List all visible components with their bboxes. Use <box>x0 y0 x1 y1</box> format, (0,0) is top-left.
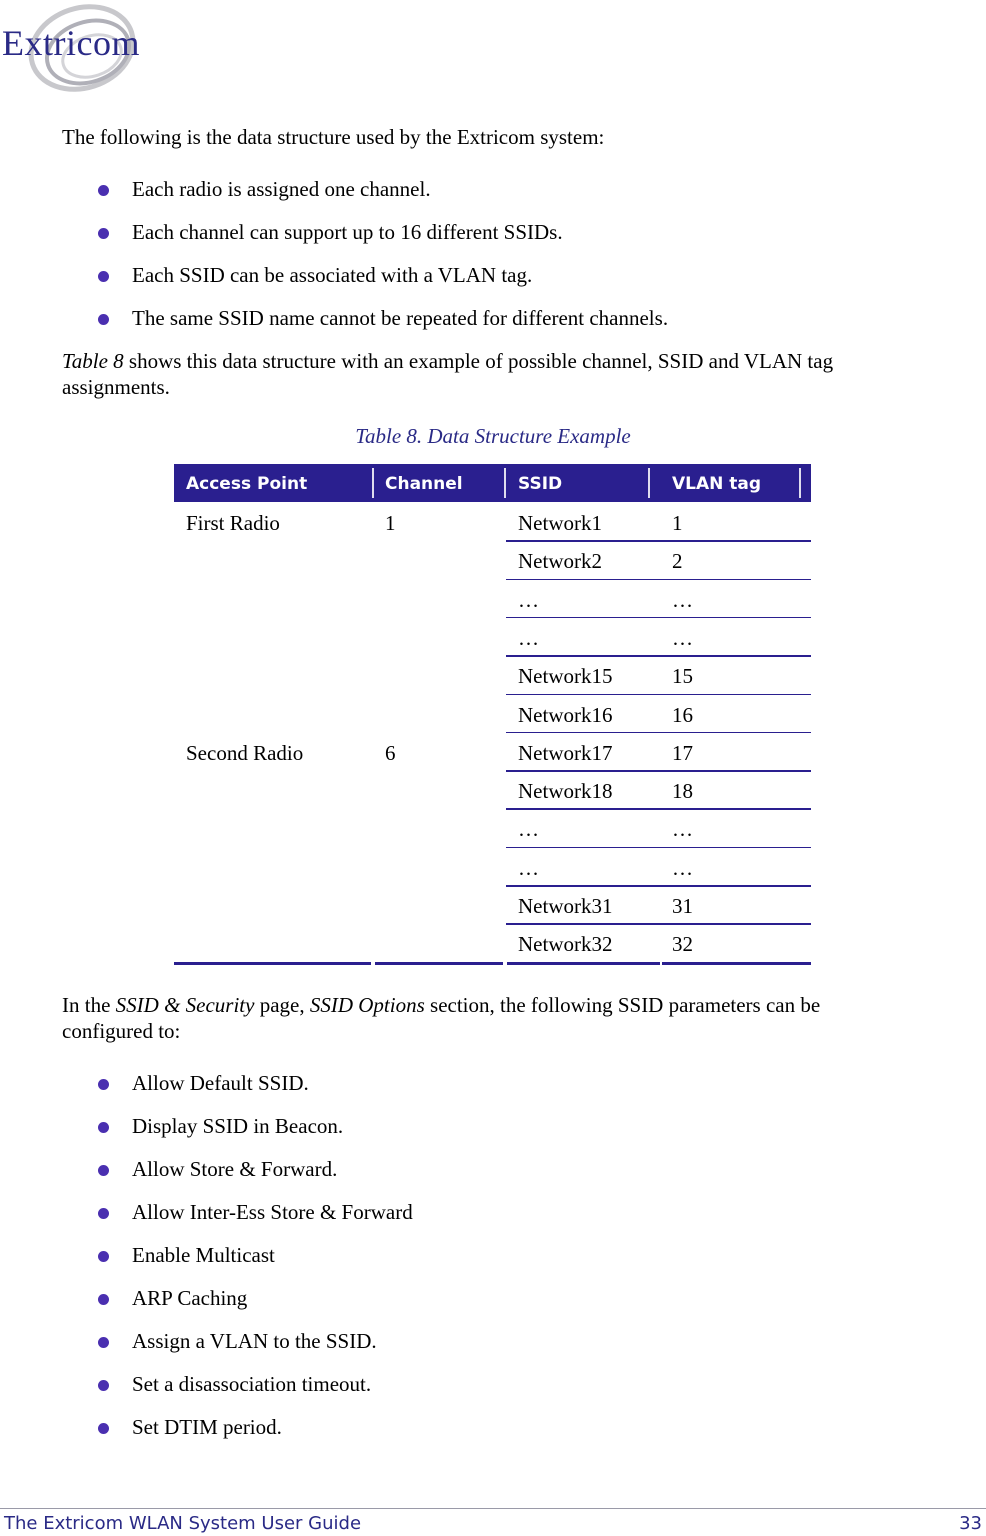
row-divider <box>506 847 811 849</box>
bullet-icon <box>98 1079 109 1090</box>
cell-vlan-tag: … <box>672 817 693 842</box>
bullet-icon <box>98 185 109 196</box>
header-access-point: Access Point <box>186 474 308 494</box>
list-item-text: Set DTIM period. <box>132 1415 282 1439</box>
list-item-text: Each channel can support up to 16 different SSIDs. <box>132 220 563 244</box>
list-item-text: Display SSID in Beacon. <box>132 1114 344 1138</box>
list-item-text: ARP Caching <box>132 1286 248 1310</box>
bullet-icon <box>98 1251 109 1262</box>
header-vlan-tag: VLAN tag <box>672 474 762 494</box>
list-item-text: Each radio is assigned one channel. <box>132 177 431 201</box>
cell-ssid: … <box>518 587 539 612</box>
footer-title: The Extricom WLAN System User Guide <box>4 1513 362 1534</box>
cell-vlan-tag: 15 <box>672 664 693 689</box>
cell-channel: 1 <box>385 511 396 535</box>
list-item-text: Allow Inter-Ess Store & Forward <box>132 1200 413 1224</box>
cell-ssid: Network2 <box>518 549 602 574</box>
header-divider <box>372 468 374 498</box>
cell-ssid: Network1 <box>518 511 602 535</box>
row-divider <box>506 770 811 772</box>
table-bottom-border <box>174 962 371 965</box>
ssid-para-text: page, <box>254 993 310 1017</box>
table-bottom-border <box>375 962 503 965</box>
list-item-text: Each SSID can be associated with a VLAN tag. <box>132 263 533 287</box>
list-item-text: Assign a VLAN to the SSID. <box>132 1329 377 1353</box>
table-ref-italic: Table 8 <box>62 349 124 373</box>
ssid-para-line2: configured to: <box>62 1019 181 1043</box>
table-ref-text-line2: assignments. <box>62 375 170 399</box>
table-ref-text: shows this data structure with an example of possible channel, SSID and VLAN tag <box>123 349 834 373</box>
row-divider <box>506 885 811 887</box>
ssid-para-text: In the <box>62 993 116 1017</box>
list-item-text: Allow Default SSID. <box>132 1071 309 1095</box>
bullet-icon <box>98 1337 109 1348</box>
header-divider <box>799 468 801 498</box>
cell-vlan-tag: … <box>672 587 693 612</box>
row-divider <box>506 617 811 619</box>
cell-ssid: Network17 <box>518 740 613 765</box>
cell-ssid: … <box>518 855 539 880</box>
cell-vlan-tag: 16 <box>672 702 693 727</box>
cell-ssid: … <box>518 817 539 842</box>
cell-access-point: First Radio <box>186 511 280 535</box>
header-channel: Channel <box>385 474 463 494</box>
page-number: 33 <box>959 1513 982 1534</box>
row-divider <box>506 732 811 734</box>
cell-vlan-tag: 1 <box>672 511 683 535</box>
cell-vlan-tag: 18 <box>672 779 693 804</box>
bullet-icon <box>98 1122 109 1133</box>
bullet-icon <box>98 1380 109 1391</box>
bullet-icon <box>98 271 109 282</box>
table-bottom-border <box>507 962 660 965</box>
bullet-icon <box>98 228 109 239</box>
list-item-text: Set a disassociation timeout. <box>132 1372 372 1396</box>
cell-ssid: Network32 <box>518 932 613 957</box>
row-divider <box>506 655 811 657</box>
row-divider <box>506 694 811 696</box>
cell-vlan-tag: … <box>672 625 693 650</box>
cell-ssid: Network31 <box>518 894 613 918</box>
cell-vlan-tag: 2 <box>672 549 683 574</box>
ssid-security-italic: SSID & Security <box>115 993 255 1017</box>
cell-vlan-tag: … <box>672 855 693 880</box>
bullet-icon <box>98 1208 109 1219</box>
ssid-para-text: section, the following SSID parameters can be <box>424 993 821 1017</box>
ssid-options-italic: SSID Options <box>309 993 425 1017</box>
cell-ssid: Network18 <box>518 779 613 804</box>
table-caption: Table 8. Data Structure Example <box>355 424 631 448</box>
logo-wordmark: Extricom <box>2 23 140 63</box>
row-divider <box>506 923 811 925</box>
cell-vlan-tag: 17 <box>672 740 693 765</box>
header-divider <box>504 468 506 498</box>
cell-vlan-tag: 32 <box>672 932 693 957</box>
cell-access-point: Second Radio <box>186 740 304 765</box>
row-divider <box>506 808 811 810</box>
row-divider <box>506 579 811 581</box>
table-reference-paragraph <box>62 348 942 400</box>
row-divider <box>506 540 811 542</box>
cell-vlan-tag: 31 <box>672 894 693 918</box>
cell-ssid: Network15 <box>518 664 613 689</box>
bullet-icon <box>98 314 109 325</box>
ssid-options-paragraph <box>62 992 942 1044</box>
bullet-icon <box>98 1165 109 1176</box>
cell-channel: 6 <box>385 740 396 765</box>
table-bottom-border <box>662 962 811 965</box>
table-header-row <box>174 464 811 502</box>
bullet-icon <box>98 1423 109 1434</box>
cell-ssid: Network16 <box>518 702 613 727</box>
list-item-text: The same SSID name cannot be repeated for different channels. <box>132 306 669 330</box>
bullet-icon <box>98 1294 109 1305</box>
intro-paragraph: The following is the data structure used by the Extricom system: <box>62 125 605 149</box>
extricom-logo <box>0 0 140 95</box>
header-ssid: SSID <box>518 474 563 494</box>
list-item-text: Enable Multicast <box>132 1243 275 1267</box>
header-divider <box>648 468 650 498</box>
footer-divider <box>0 1508 986 1509</box>
list-item-text: Allow Store & Forward. <box>132 1157 338 1181</box>
cell-ssid: … <box>518 625 539 650</box>
